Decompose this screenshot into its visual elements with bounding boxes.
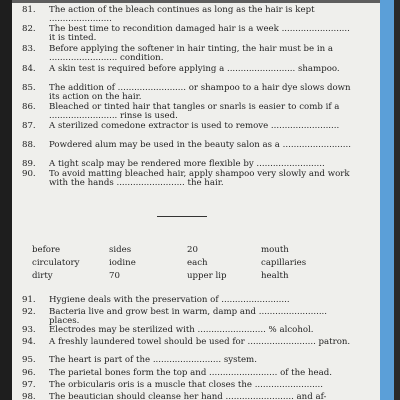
word-bank-item: circulatory (32, 258, 80, 268)
word-bank-item: dirty (32, 271, 53, 281)
question-item: 83. Before applying the softener in hair tinting, the hair must be in a ......................... condition. (22, 44, 333, 64)
question-item: 87. A sterilized comedone extractor is used to remove ......................... (22, 121, 340, 131)
question-item: 86. Bleached or tinted hair that tangles or snarls is easier to comb if a ......................... rinse is used. (22, 102, 340, 122)
question-item: 92. Bacteria live and grow best in warm, damp and ......................... places. (22, 307, 328, 327)
word-bank-item: 70 (109, 271, 120, 281)
page-top-border (12, 0, 380, 3)
question-item: 82. The best time to recondition damaged hair is a week ......................... it is tinted. (22, 24, 350, 44)
question-item: 89. A tight scalp may be rendered more flexible by ......................... (22, 159, 325, 169)
question-item: 98. The beautician should cleanse her hand ......................... and af- (22, 392, 327, 400)
question-item: 93. Electrodes may be sterilized with ......................... % alcohol. (22, 325, 314, 335)
word-bank-item: health (261, 271, 289, 281)
question-item: 88. Powdered alum may be used in the beauty salon as a ......................... (22, 140, 351, 150)
question-item: 81. The action of the bleach continues as long as the hair is kept ....................... (22, 5, 315, 25)
word-bank-item: upper lip (187, 271, 227, 281)
worksheet-page (12, 0, 380, 400)
question-item: 94. A freshly laundered towel should be used for ......................... patron. (22, 337, 351, 347)
question-item: 91. Hygiene deals with the preservation of ......................... (22, 295, 290, 305)
word-bank-item: mouth (261, 245, 289, 255)
question-item: 84. A skin test is required before applying a ......................... shampoo. (22, 64, 340, 74)
question-item: 97. The orbicularis oris is a muscle that closes the ......................... (22, 380, 323, 390)
word-bank-item: capillaries (261, 258, 307, 268)
word-bank-item: sides (109, 245, 132, 255)
word-bank-item: before (32, 245, 61, 255)
book-edge-strip (380, 0, 394, 400)
background-edge (394, 0, 400, 400)
question-item: 90. To avoid matting bleached hair, apply shampoo very slowly and work with the hands ......................... the hair. (22, 169, 350, 189)
question-item: 95. The heart is part of the ......................... system. (22, 355, 257, 365)
word-bank-item: each (187, 258, 208, 268)
word-bank-item: 20 (187, 245, 198, 255)
section-divider (157, 216, 207, 217)
question-item: 85. The addition of ......................... or shampoo to a hair dye slows down its action on the hair. (22, 83, 351, 103)
word-bank-item: iodine (109, 258, 136, 268)
question-item: 96. The parietal bones form the top and ......................... of the head. (22, 368, 332, 378)
